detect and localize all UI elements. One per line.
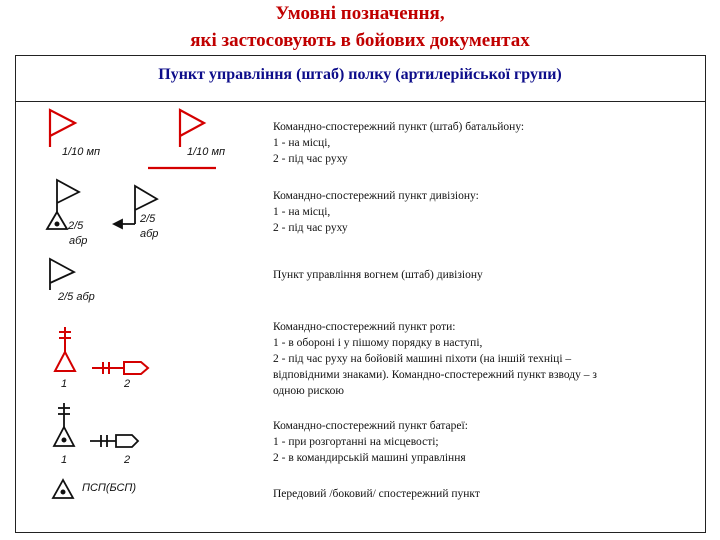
company-cp-static-symbol bbox=[55, 327, 75, 371]
row1-description: Командно-спостережний пункт (штаб) батальйону: 1 - на місці, 2 - під час руху bbox=[273, 121, 525, 165]
battalion-cp-static-symbol bbox=[50, 110, 75, 147]
title-line-2: які застосовують в бойових документах bbox=[190, 30, 530, 51]
battery-cp-moving-symbol bbox=[90, 435, 138, 447]
row5-description: Командно-спостережний пункт батареї: 1 - при розгортанні на місцевості; 2 - в командирській машині управління bbox=[273, 420, 468, 464]
row6-description: Передовий /боковий/ спостережний пункт bbox=[273, 488, 480, 500]
row4-description: Командно-спостережний пункт роти: 1 - в обороні і у пішому порядку в наступі, 2 - під час руху на бойовій машині піхоти (на іншій техніці – відповідними знаками). Командно-спостережний пункт взводу – з одною рискою bbox=[273, 321, 597, 397]
row2-description: Командно-спостережний пункт дивізіону: 1 - на місці, 2 - під час руху bbox=[273, 190, 479, 234]
row3-label: 2/5 абр bbox=[58, 291, 95, 303]
company-cp-moving-symbol bbox=[92, 362, 148, 374]
battalion-cp-moving-symbol bbox=[148, 110, 216, 168]
section-heading: Пункт управління (штаб) полку (артилерійської групи) bbox=[158, 66, 562, 83]
row2-label-1a: 2/5 bbox=[68, 220, 84, 232]
row5-label-2: 2 bbox=[124, 454, 131, 466]
row4-label-1: 1 bbox=[61, 378, 68, 390]
row2-label-1b: абр bbox=[69, 235, 88, 247]
row1-label-2: 1/10 мп bbox=[187, 146, 226, 158]
forward-op-symbol bbox=[53, 480, 73, 498]
title-line-1: Умовні позначення, bbox=[275, 3, 445, 24]
battery-cp-static-symbol bbox=[54, 403, 74, 446]
row2-label-2b: абр bbox=[140, 228, 159, 240]
row3-description: Пункт управління вогнем (штаб) дивізіону bbox=[273, 269, 483, 281]
row5-label-1: 1 bbox=[61, 454, 68, 466]
fire-control-post-symbol bbox=[50, 259, 74, 290]
row2-label-2a: 2/5 bbox=[140, 213, 156, 225]
row4-label-2: 2 bbox=[124, 378, 131, 390]
row6-label: ПСП(БСП) bbox=[82, 482, 137, 494]
row1-label-1: 1/10 мп bbox=[62, 146, 101, 158]
